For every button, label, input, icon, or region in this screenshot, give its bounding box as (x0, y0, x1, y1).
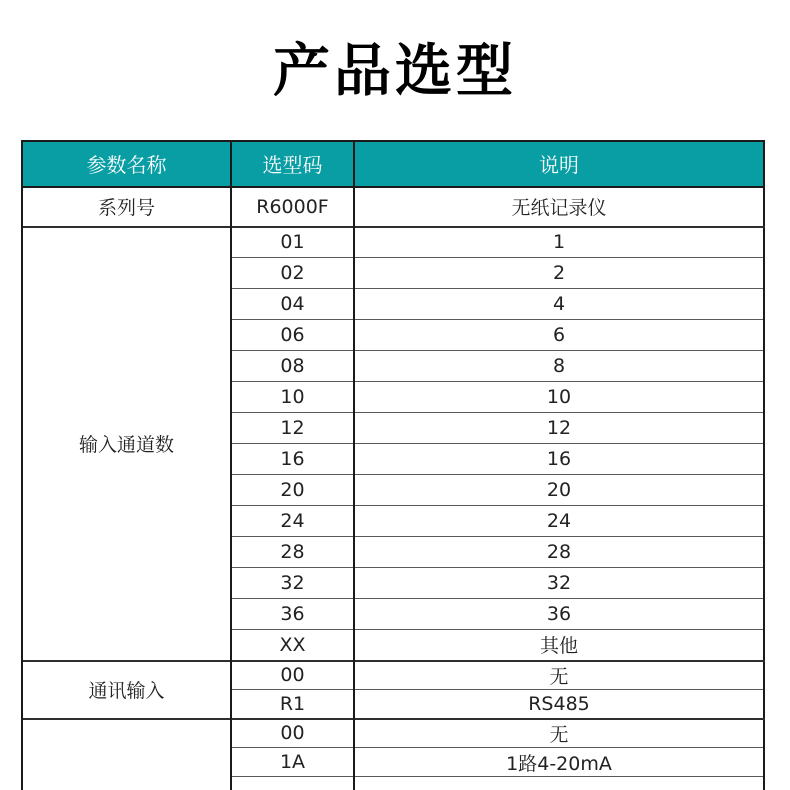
description-cell: 28 (354, 537, 764, 568)
description-cell: 1路4-20mA (354, 748, 764, 777)
description-cell: RS485 (354, 690, 764, 719)
selection-code-cell: 1A (231, 748, 354, 777)
col-header-parameter-name: 参数名称 (22, 141, 231, 187)
selection-code-cell: 08 (231, 351, 354, 382)
selection-code-cell: 28 (231, 537, 354, 568)
header-row (22, 141, 764, 187)
selection-code-cell: 00 (231, 661, 354, 690)
parameter-name-cell: 系列号 (22, 187, 231, 227)
description-cell: 12 (354, 413, 764, 444)
selection-code-cell (231, 777, 354, 790)
table-row (22, 227, 764, 258)
table-row (22, 187, 764, 227)
description-cell: 8 (354, 351, 764, 382)
description-cell: 4 (354, 289, 764, 320)
product-selection-table (21, 140, 765, 790)
parameter-name-cell: 输入通道数 (22, 227, 231, 661)
selection-code-cell: XX (231, 630, 354, 661)
col-header-selection-code: 选型码 (231, 141, 354, 187)
page-title: 产品选型 (273, 38, 517, 104)
selection-code-cell: R6000F (231, 187, 354, 227)
selection-code-cell: 02 (231, 258, 354, 289)
description-cell: 36 (354, 599, 764, 630)
selection-code-cell: 01 (231, 227, 354, 258)
col-header-description: 说明 (354, 141, 764, 187)
parameter-name-cell (22, 719, 231, 790)
selection-code-cell: 06 (231, 320, 354, 351)
description-cell: 20 (354, 475, 764, 506)
selection-code-cell: 10 (231, 382, 354, 413)
description-cell: 其他 (354, 630, 764, 661)
description-cell: 无 (354, 661, 764, 690)
selection-code-cell: 16 (231, 444, 354, 475)
description-cell: 16 (354, 444, 764, 475)
selection-code-cell: 32 (231, 568, 354, 599)
table-row (22, 719, 764, 748)
table-header (22, 141, 764, 187)
description-cell: 24 (354, 506, 764, 537)
table-row (22, 661, 764, 690)
description-cell (354, 777, 764, 790)
selection-code-cell: 00 (231, 719, 354, 748)
description-cell: 1 (354, 227, 764, 258)
selection-code-cell: R1 (231, 690, 354, 719)
parameter-name-cell: 通讯输入 (22, 661, 231, 719)
description-cell: 2 (354, 258, 764, 289)
selection-code-cell: 24 (231, 506, 354, 537)
description-cell: 6 (354, 320, 764, 351)
selection-code-cell: 12 (231, 413, 354, 444)
description-cell: 无纸记录仪 (354, 187, 764, 227)
description-cell: 无 (354, 719, 764, 748)
selection-code-cell: 36 (231, 599, 354, 630)
description-cell: 32 (354, 568, 764, 599)
selection-code-cell: 04 (231, 289, 354, 320)
description-cell: 10 (354, 382, 764, 413)
selection-code-cell: 20 (231, 475, 354, 506)
table-body (22, 187, 764, 790)
